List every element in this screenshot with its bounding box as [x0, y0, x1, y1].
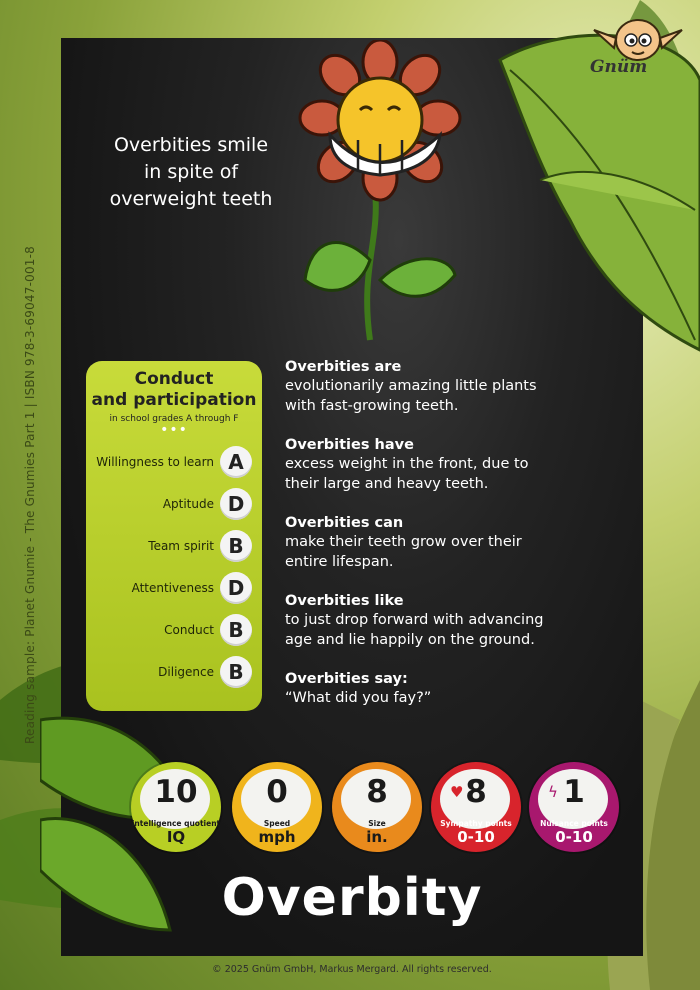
fact-heading: Overbities are — [285, 359, 402, 375]
fact-block — [285, 514, 615, 572]
fact-line: evolutionarily amazing little plants — [285, 378, 537, 394]
stat-unit: 0-10 — [555, 828, 593, 846]
grade-card-title-line2: and participation — [91, 390, 257, 410]
grade-row — [96, 445, 252, 479]
brand-logo-text: Gnüm — [590, 57, 648, 77]
fact-block — [285, 670, 615, 709]
fact-block — [285, 592, 615, 650]
stat-unit: IQ — [166, 828, 186, 846]
fact-block — [285, 358, 615, 416]
fact-line: make their teeth grow over their — [285, 534, 522, 550]
stat-value: 10 — [154, 774, 198, 810]
fact-heading: Overbities can — [285, 515, 404, 531]
fact-heading: Overbities like — [285, 593, 404, 609]
fact-block — [285, 436, 615, 494]
grade-card-title-line1: Conduct — [134, 369, 214, 389]
tagline-line: overweight teeth — [109, 188, 273, 210]
lightning-icon: ϟ — [548, 783, 558, 801]
stat-label: intelligence quotient — [131, 819, 221, 828]
stat-badge-iq — [131, 762, 221, 852]
grade-label: Aptitude — [162, 497, 214, 511]
stat-value: 8 — [465, 774, 487, 810]
grade-row — [163, 487, 252, 521]
facts-list — [285, 358, 615, 729]
grade-card-title — [86, 369, 262, 411]
stat-label: Sympathy points — [440, 819, 512, 828]
fact-heading: Overbities have — [285, 437, 414, 453]
grade-label: Diligence — [158, 665, 214, 679]
creature-name: Overbity — [221, 868, 483, 928]
stat-value: 8 — [366, 774, 388, 810]
fact-line: with fast-growing teeth. — [285, 397, 459, 414]
grade-label: Willingness to learn — [96, 455, 214, 469]
tagline-line: Overbities smile — [113, 134, 269, 156]
stat-badge-speed — [232, 762, 322, 852]
grade-row — [158, 655, 252, 689]
heart-icon: ♥ — [450, 783, 464, 801]
stat-badge-size — [332, 762, 422, 852]
copyright: © 2025 Gnüm GmbH, Markus Mergard. All rights reserved. — [212, 964, 492, 975]
grade-badge: D — [220, 572, 252, 604]
grade-row — [148, 529, 252, 563]
fact-line: “What did you fay?” — [285, 690, 432, 706]
tagline — [96, 132, 286, 213]
grade-badge: B — [220, 614, 252, 646]
stat-value: 0 — [266, 774, 288, 810]
grade-badge: B — [220, 656, 252, 688]
grade-row — [164, 613, 252, 647]
fact-heading: Overbities say: — [285, 671, 408, 687]
grade-badge: B — [220, 530, 252, 562]
stat-unit: in. — [366, 828, 388, 846]
grade-label: Attentiveness — [131, 581, 214, 595]
overbity-flower-illustration — [290, 40, 470, 350]
grade-label: Team spirit — [148, 539, 214, 553]
grade-badge: A — [220, 446, 252, 478]
grade-card-dots: ••• — [160, 422, 188, 438]
stat-label: Nuisance points — [540, 819, 608, 828]
stat-label: Speed — [263, 819, 291, 828]
fact-line: excess weight in the front, due to — [285, 456, 529, 472]
fact-line: their large and heavy teeth. — [285, 475, 489, 492]
fact-line: to just drop forward with advancing — [285, 612, 544, 628]
grade-row — [132, 571, 252, 605]
fact-line: age and lie happily on the ground. — [285, 631, 535, 648]
stat-unit: 0-10 — [457, 828, 495, 846]
stat-badge-sympathy — [431, 762, 521, 852]
fact-line: entire lifespan. — [285, 553, 394, 570]
tagline-line: in spite of — [143, 161, 239, 183]
conduct-grade-card — [86, 361, 262, 711]
stat-label: Size — [368, 819, 386, 828]
stat-value: 1 — [563, 774, 585, 810]
stat-unit: mph — [258, 828, 296, 846]
stat-badge-nuisance — [529, 762, 619, 852]
grade-badge: D — [220, 488, 252, 520]
spine-text: Reading sample: Planet Gnumie - The Gnumies Part 1 | ISBN 978-3-69047-001-8 — [23, 246, 37, 744]
grade-card-subtitle: in school grades A through F — [109, 414, 239, 424]
grade-label: Conduct — [164, 623, 214, 637]
